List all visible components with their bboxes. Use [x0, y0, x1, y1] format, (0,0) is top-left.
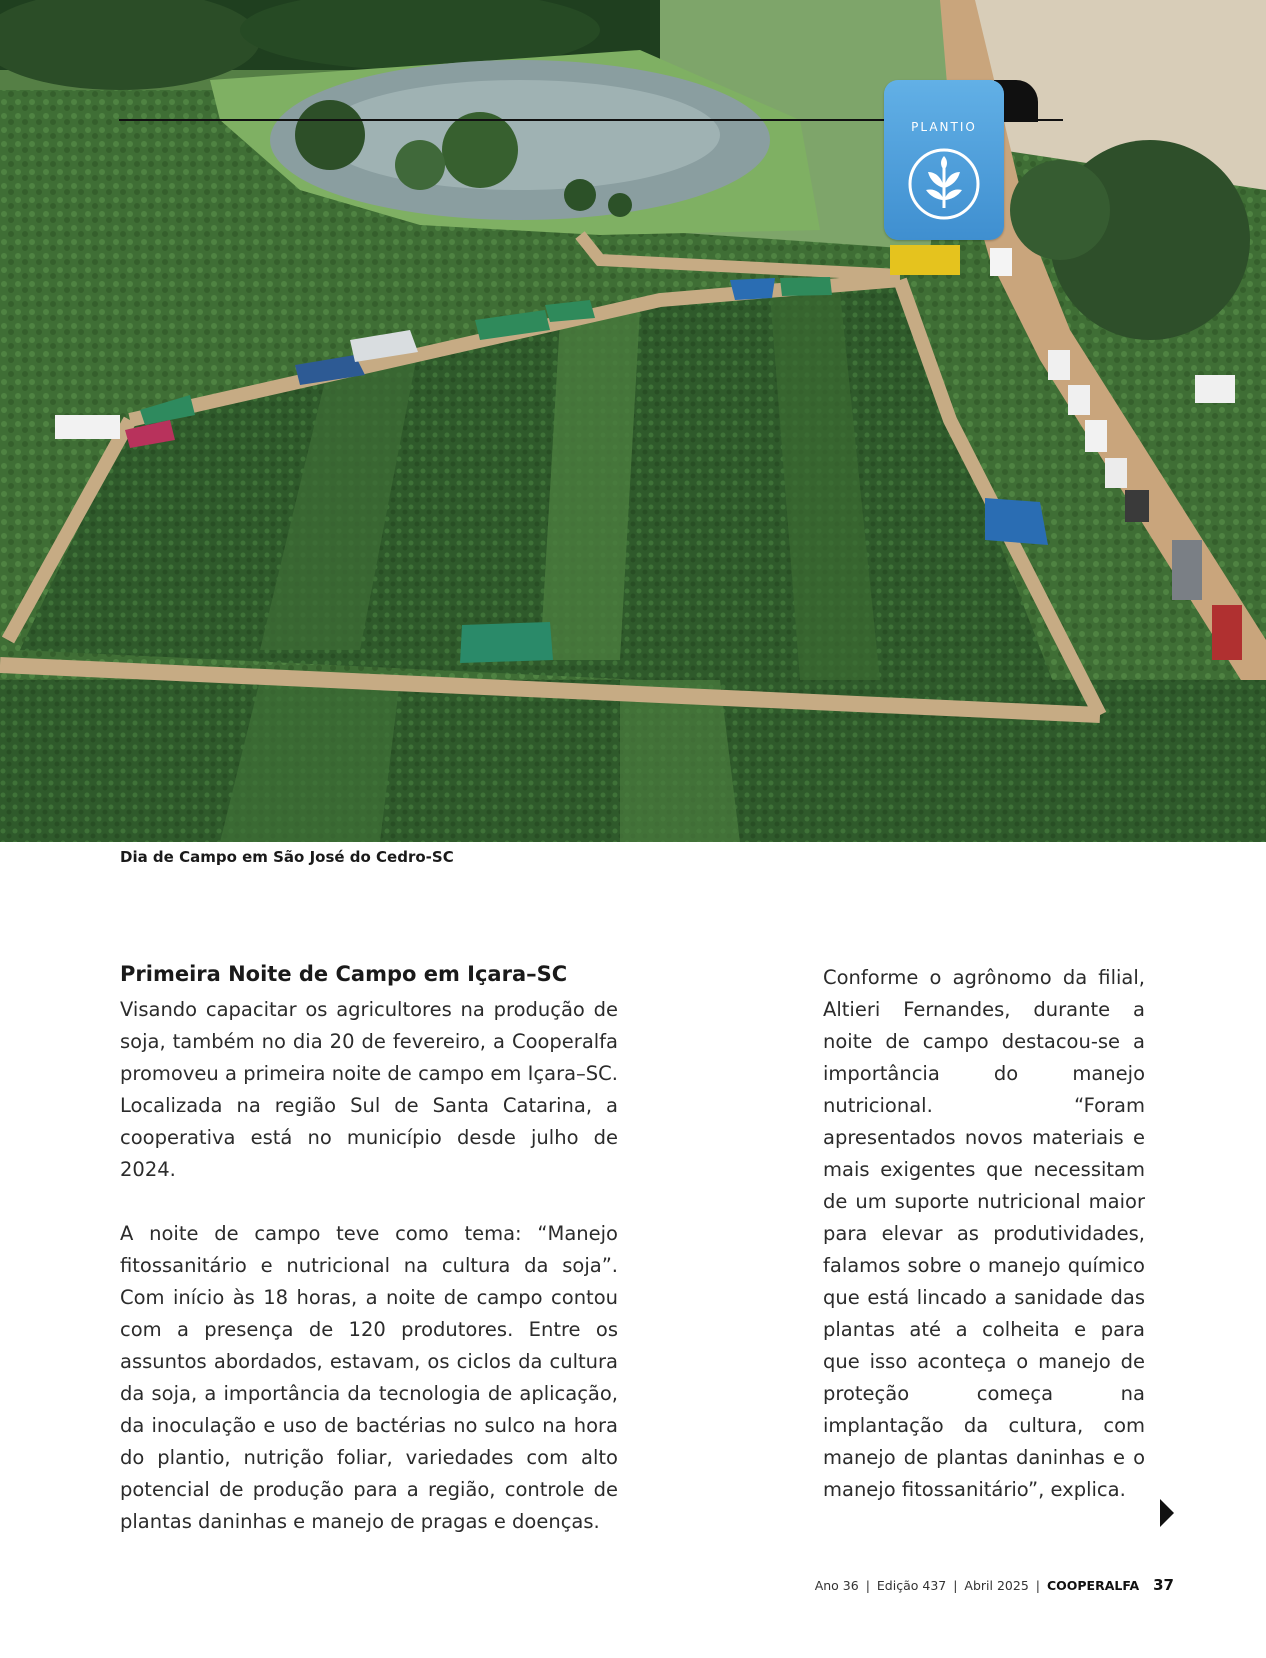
- triangle-right-icon: [1160, 1499, 1174, 1527]
- photo-caption: Dia de Campo em São José do Cedro-SC: [120, 848, 454, 866]
- footer-edition: Edição 437: [876, 1578, 947, 1593]
- article-heading: Primeira Noite de Campo em Içara–SC: [120, 962, 568, 986]
- page-number: 37: [1153, 1576, 1174, 1594]
- article-column-left: [120, 994, 618, 1538]
- paragraph-2: A noite de campo teve como tema: “Manejo fitossanitário e nutricional na cultura da soja”. Com início às 18 horas, a noite de campo contou com a presença de 120 produtores. Entre os assuntos abordados, estavam, os ciclos da cultura da soja, a importância da tecnologia de aplicação, da inoculação e uso de bactérias no sulco na hora do plantio, nutrição foliar, variedades com alto potencial de produção para a região, controle de plantas daninhas e manejo de pragas e doenças.: [120, 1222, 618, 1533]
- footer-date: Abril 2025: [964, 1578, 1029, 1593]
- footer-brand: COOPERALFA: [1046, 1578, 1140, 1593]
- footer-year: Ano 36: [814, 1578, 859, 1593]
- paragraph-3: Conforme o agrônomo da filial, Altieri Fernandes, durante a noite de campo destacou-se a importância do manejo nutricional. “Foram apresentados novos materiais e mais exigentes que necessitam de um suporte nutricional maior para elevar as produtividades, falamos sobre o manejo químico que está lincado a sanidade das plantas até a colheita e para que isso aconteça o manejo de proteção começa na implantação da cultura, com manejo de plantas daninhas e o manejo fitossanitário”, explica.: [823, 966, 1145, 1501]
- plant-leaves-icon: [906, 146, 982, 222]
- section-badge: [884, 80, 1004, 240]
- section-label: PLANTIO: [911, 120, 977, 134]
- paragraph-1: Visando capacitar os agricultores na produção de soja, também no dia 20 de fevereiro, a Cooperalfa promoveu a primeira noite de campo em Içara–SC. Localizada na região Sul de Santa Catarina, a cooperativa está no município desde julho de 2024.: [120, 998, 618, 1181]
- footer-separator: |: [953, 1578, 958, 1593]
- footer-separator: |: [1035, 1578, 1040, 1593]
- article-column-right: [823, 962, 1145, 1506]
- footer-separator: |: [865, 1578, 870, 1593]
- page-footer: [815, 1576, 1174, 1594]
